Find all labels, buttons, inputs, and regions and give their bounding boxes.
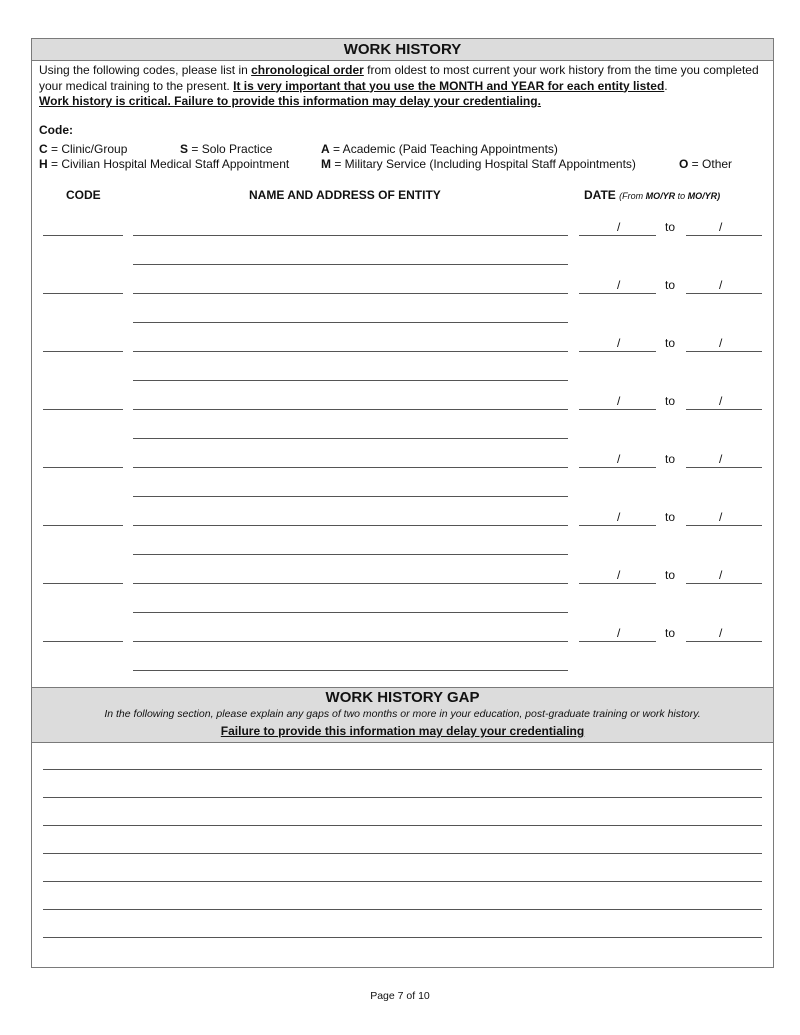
date-to-separator: /: [719, 394, 723, 408]
date-to-label: to: [665, 626, 676, 640]
name-address-field-line1[interactable]: [133, 641, 568, 642]
date-to-field[interactable]: [686, 409, 762, 410]
date-to-label: to: [665, 452, 676, 466]
date-to-separator: /: [719, 220, 723, 234]
name-address-field-line2[interactable]: [133, 496, 568, 497]
code-field[interactable]: [43, 641, 123, 642]
date-to-label: to: [665, 568, 676, 582]
date-to-separator: /: [719, 452, 723, 466]
code-legend-s: S = Solo Practice: [180, 142, 273, 156]
name-address-field-line1[interactable]: [133, 467, 568, 468]
date-from-separator: /: [617, 278, 621, 292]
name-address-field-line2[interactable]: [133, 322, 568, 323]
date-to-field[interactable]: [686, 641, 762, 642]
name-address-field-line2[interactable]: [133, 670, 568, 671]
work-history-instructions: [39, 63, 769, 110]
code-label: Code:: [39, 123, 73, 137]
column-header-code: CODE: [66, 188, 101, 202]
date-to-field[interactable]: [686, 583, 762, 584]
name-address-field-line1[interactable]: [133, 409, 568, 410]
code-legend-h: H = Civilian Hospital Medical Staff Appointment: [39, 157, 290, 171]
date-from-separator: /: [617, 568, 621, 582]
name-address-field-line2[interactable]: [133, 264, 568, 265]
name-address-field-line2[interactable]: [133, 554, 568, 555]
work-history-gap-description: In the following section, please explain any gaps of two months or more in your education, post-graduate training or work history.: [104, 708, 701, 720]
work-history-form: [31, 38, 774, 968]
code-legend-m: M = Military Service (Including Hospital Staff Appointments): [321, 157, 636, 171]
date-to-field[interactable]: [686, 293, 762, 294]
name-address-field-line1[interactable]: [133, 351, 568, 352]
gap-explanation-line[interactable]: [43, 769, 762, 770]
date-to-label: to: [665, 510, 676, 524]
work-history-gap-warning: Failure to provide this information may delay your credentialing: [220, 724, 585, 738]
date-from-field[interactable]: [579, 641, 656, 642]
date-from-field[interactable]: [579, 293, 656, 294]
code-field[interactable]: [43, 409, 123, 410]
gap-explanation-line[interactable]: [43, 909, 762, 910]
date-from-field[interactable]: [579, 525, 656, 526]
name-address-field-line1[interactable]: [133, 583, 568, 584]
work-history-gap-header: [32, 687, 773, 743]
code-legend-c: C = Clinic/Group: [39, 142, 128, 156]
code-field[interactable]: [43, 293, 123, 294]
date-from-separator: /: [617, 220, 621, 234]
date-to-separator: /: [719, 510, 723, 524]
code-field[interactable]: [43, 583, 123, 584]
intro-emphasis-chronological: chronological order: [251, 63, 364, 77]
code-field[interactable]: [43, 467, 123, 468]
intro-emphasis-month-year: It is very important that you use the MONTH and YEAR for each entity listed: [233, 78, 665, 93]
date-to-separator: /: [719, 626, 723, 640]
date-from-separator: /: [617, 452, 621, 466]
intro-text: from oldest to most current your work history from the time you completed your medical training to the present.: [39, 63, 759, 93]
name-address-field-line1[interactable]: [133, 525, 568, 526]
gap-explanation-line[interactable]: [43, 797, 762, 798]
date-to-field[interactable]: [686, 235, 762, 236]
date-from-separator: /: [617, 336, 621, 350]
date-from-separator: /: [617, 510, 621, 524]
code-legend-o: O = Other: [679, 157, 733, 171]
intro-warning: Work history is critical. Failure to provide this information may delay your credentialing.: [39, 94, 541, 108]
name-address-field-line1[interactable]: [133, 293, 568, 294]
work-history-title: WORK HISTORY: [343, 41, 462, 58]
code-field[interactable]: [43, 235, 123, 236]
date-to-label: to: [665, 220, 676, 234]
date-from-field[interactable]: [579, 235, 656, 236]
date-from-field[interactable]: [579, 583, 656, 584]
work-history-gap-title: WORK HISTORY GAP: [325, 689, 480, 706]
name-address-field-line2[interactable]: [133, 612, 568, 613]
work-history-header: [32, 39, 773, 61]
date-to-field[interactable]: [686, 351, 762, 352]
gap-explanation-line[interactable]: [43, 937, 762, 938]
code-legend-a: A = Academic (Paid Teaching Appointments): [321, 142, 558, 156]
intro-text: .: [664, 78, 668, 93]
date-to-field[interactable]: [686, 467, 762, 468]
date-to-label: to: [665, 394, 676, 408]
code-field[interactable]: [43, 351, 123, 352]
gap-explanation-line[interactable]: [43, 825, 762, 826]
date-from-field[interactable]: [579, 351, 656, 352]
name-address-field-line2[interactable]: [133, 380, 568, 381]
name-address-field-line2[interactable]: [133, 438, 568, 439]
date-to-field[interactable]: [686, 525, 762, 526]
intro-text: Using the following codes, please list in: [39, 63, 252, 77]
gap-explanation-line[interactable]: [43, 881, 762, 882]
date-to-separator: /: [719, 336, 723, 350]
date-from-separator: /: [617, 626, 621, 640]
column-header-date: DATE (From MO/YR to MO/YR): [584, 188, 721, 202]
date-from-field[interactable]: [579, 467, 656, 468]
date-to-separator: /: [719, 568, 723, 582]
page-number: Page 7 of 10: [370, 990, 430, 1002]
name-address-field-line1[interactable]: [133, 235, 568, 236]
date-from-separator: /: [617, 394, 621, 408]
column-header-name-address: NAME AND ADDRESS OF ENTITY: [249, 188, 441, 202]
date-from-field[interactable]: [579, 409, 656, 410]
date-to-separator: /: [719, 278, 723, 292]
date-to-label: to: [665, 336, 676, 350]
code-field[interactable]: [43, 525, 123, 526]
gap-explanation-line[interactable]: [43, 853, 762, 854]
date-to-label: to: [665, 278, 676, 292]
